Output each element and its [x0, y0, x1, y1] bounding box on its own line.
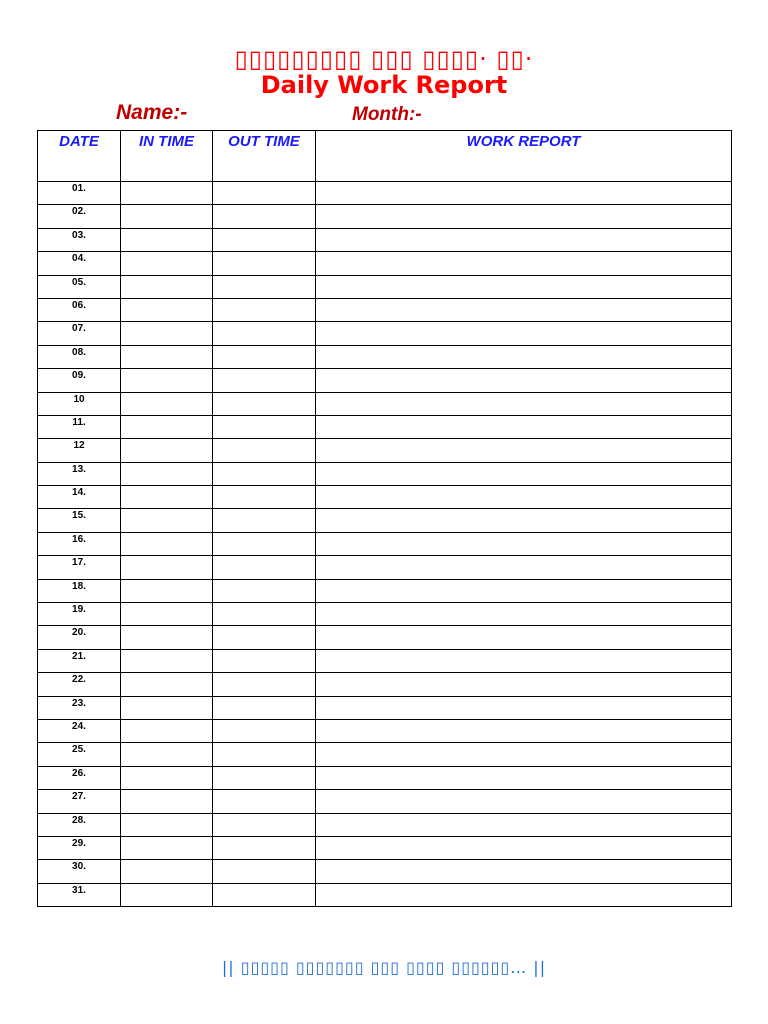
work-report-cell[interactable]: [316, 603, 732, 626]
in-time-cell[interactable]: [121, 626, 213, 649]
table-row: [38, 790, 732, 813]
in-time-cell[interactable]: [121, 743, 213, 766]
out-time-cell[interactable]: [213, 860, 316, 883]
table-row: [38, 649, 732, 672]
table-row: [38, 673, 732, 696]
work-report-cell[interactable]: [316, 439, 732, 462]
table-row: [38, 345, 732, 368]
in-time-cell[interactable]: [121, 228, 213, 251]
table-row: [38, 369, 732, 392]
table-row: [38, 719, 732, 742]
date-cell: 07.: [38, 322, 121, 345]
date-cell: 09.: [38, 369, 121, 392]
in-time-cell[interactable]: [121, 883, 213, 906]
table-row: [38, 556, 732, 579]
in-time-cell[interactable]: [121, 649, 213, 672]
in-time-cell[interactable]: [121, 182, 213, 205]
table-row: [38, 836, 732, 859]
in-time-cell[interactable]: [121, 415, 213, 438]
out-time-cell[interactable]: [213, 790, 316, 813]
work-report-cell[interactable]: [316, 556, 732, 579]
work-report-cell[interactable]: [316, 462, 732, 485]
in-time-cell[interactable]: [121, 860, 213, 883]
in-time-cell[interactable]: [121, 345, 213, 368]
out-time-cell[interactable]: [213, 205, 316, 228]
organization-title: ▯▯▯▯▯▯▯▯▯ ▯▯▯ ▯▯▯▯· ▯▯·: [234, 45, 534, 73]
in-time-cell[interactable]: [121, 462, 213, 485]
work-report-cell[interactable]: [316, 182, 732, 205]
column-header-out-time: OUT TIME: [213, 131, 316, 182]
in-time-cell[interactable]: [121, 439, 213, 462]
date-cell: 28.: [38, 813, 121, 836]
work-report-cell[interactable]: [316, 275, 732, 298]
table-row: [38, 462, 732, 485]
in-time-cell[interactable]: [121, 579, 213, 602]
work-report-cell[interactable]: [316, 532, 732, 555]
footer-quote: || ▯▯▯▯▯ ▯▯▯▯▯▯▯ ▯▯▯ ▯▯▯▯ ▯▯▯▯▯▯… ||: [221, 958, 547, 977]
work-report-cell[interactable]: [316, 743, 732, 766]
in-time-cell[interactable]: [121, 719, 213, 742]
out-time-cell[interactable]: [213, 509, 316, 532]
date-cell: 27.: [38, 790, 121, 813]
out-time-cell[interactable]: [213, 626, 316, 649]
column-header-in-time: IN TIME: [121, 131, 213, 182]
out-time-cell[interactable]: [213, 883, 316, 906]
work-report-cell[interactable]: [316, 298, 732, 321]
table-row: [38, 579, 732, 602]
table-row: [38, 298, 732, 321]
date-cell: 14.: [38, 486, 121, 509]
out-time-cell[interactable]: [213, 486, 316, 509]
table-row: [38, 883, 732, 906]
date-cell: 06.: [38, 298, 121, 321]
in-time-cell[interactable]: [121, 298, 213, 321]
in-time-cell[interactable]: [121, 696, 213, 719]
date-cell: 17.: [38, 556, 121, 579]
date-cell: 20.: [38, 626, 121, 649]
work-report-cell[interactable]: [316, 252, 732, 275]
table-row: [38, 392, 732, 415]
in-time-cell[interactable]: [121, 509, 213, 532]
in-time-cell[interactable]: [121, 252, 213, 275]
in-time-cell[interactable]: [121, 603, 213, 626]
work-report-cell[interactable]: [316, 486, 732, 509]
out-time-cell[interactable]: [213, 252, 316, 275]
date-cell: 10: [38, 392, 121, 415]
work-report-cell[interactable]: [316, 228, 732, 251]
out-time-cell[interactable]: [213, 415, 316, 438]
date-cell: 12: [38, 439, 121, 462]
month-label: Month:-: [352, 104, 422, 125]
table-row: [38, 813, 732, 836]
table-row: [38, 509, 732, 532]
work-report-table: [37, 130, 732, 907]
work-report-cell[interactable]: [316, 369, 732, 392]
work-report-cell[interactable]: [316, 415, 732, 438]
out-time-cell[interactable]: [213, 556, 316, 579]
work-report-cell[interactable]: [316, 649, 732, 672]
work-report-cell[interactable]: [316, 392, 732, 415]
out-time-cell[interactable]: [213, 298, 316, 321]
out-time-cell[interactable]: [213, 696, 316, 719]
table-row: [38, 205, 732, 228]
date-cell: 01.: [38, 182, 121, 205]
in-time-cell[interactable]: [121, 205, 213, 228]
in-time-cell[interactable]: [121, 556, 213, 579]
table-row: [38, 252, 732, 275]
out-time-cell[interactable]: [213, 743, 316, 766]
work-report-cell[interactable]: [316, 579, 732, 602]
in-time-cell[interactable]: [121, 766, 213, 789]
date-cell: 11.: [38, 415, 121, 438]
date-cell: 03.: [38, 228, 121, 251]
in-time-cell[interactable]: [121, 322, 213, 345]
out-time-cell[interactable]: [213, 345, 316, 368]
date-cell: 08.: [38, 345, 121, 368]
work-report-cell[interactable]: [316, 626, 732, 649]
in-time-cell[interactable]: [121, 369, 213, 392]
date-cell: 13.: [38, 462, 121, 485]
work-report-cell[interactable]: [316, 813, 732, 836]
out-time-cell[interactable]: [213, 228, 316, 251]
out-time-cell[interactable]: [213, 649, 316, 672]
work-report-cell[interactable]: [316, 836, 732, 859]
date-cell: 25.: [38, 743, 121, 766]
date-cell: 15.: [38, 509, 121, 532]
work-report-cell[interactable]: [316, 719, 732, 742]
date-cell: 18.: [38, 579, 121, 602]
in-time-cell[interactable]: [121, 392, 213, 415]
date-cell: 16.: [38, 532, 121, 555]
table-row: [38, 439, 732, 462]
in-time-cell[interactable]: [121, 673, 213, 696]
date-cell: 21.: [38, 649, 121, 672]
date-cell: 31.: [38, 883, 121, 906]
work-report-cell[interactable]: [316, 883, 732, 906]
out-time-cell[interactable]: [213, 322, 316, 345]
out-time-cell[interactable]: [213, 836, 316, 859]
work-report-cell[interactable]: [316, 509, 732, 532]
work-report-cell[interactable]: [316, 790, 732, 813]
out-time-cell[interactable]: [213, 275, 316, 298]
work-report-cell[interactable]: [316, 322, 732, 345]
table-row: [38, 626, 732, 649]
in-time-cell[interactable]: [121, 813, 213, 836]
date-cell: 23.: [38, 696, 121, 719]
work-report-cell[interactable]: [316, 860, 732, 883]
out-time-cell[interactable]: [213, 603, 316, 626]
out-time-cell[interactable]: [213, 462, 316, 485]
date-cell: 04.: [38, 252, 121, 275]
work-report-cell[interactable]: [316, 673, 732, 696]
work-report-cell[interactable]: [316, 696, 732, 719]
name-label: Name:-: [116, 101, 188, 124]
out-time-cell[interactable]: [213, 673, 316, 696]
table-row: [38, 860, 732, 883]
table-row: [38, 532, 732, 555]
work-report-cell[interactable]: [316, 205, 732, 228]
date-cell: 26.: [38, 766, 121, 789]
table-row: [38, 486, 732, 509]
table-row: [38, 696, 732, 719]
in-time-cell[interactable]: [121, 836, 213, 859]
out-time-cell[interactable]: [213, 369, 316, 392]
out-time-cell[interactable]: [213, 813, 316, 836]
date-cell: 22.: [38, 673, 121, 696]
report-title: Daily Work Report: [260, 71, 508, 99]
date-cell: 02.: [38, 205, 121, 228]
table-row: [38, 415, 732, 438]
table-row: [38, 275, 732, 298]
out-time-cell[interactable]: [213, 766, 316, 789]
in-time-cell[interactable]: [121, 790, 213, 813]
out-time-cell[interactable]: [213, 392, 316, 415]
out-time-cell[interactable]: [213, 439, 316, 462]
date-cell: 29.: [38, 836, 121, 859]
in-time-cell[interactable]: [121, 532, 213, 555]
table-header-row: [38, 131, 732, 182]
date-cell: 30.: [38, 860, 121, 883]
date-cell: 19.: [38, 603, 121, 626]
out-time-cell[interactable]: [213, 719, 316, 742]
table-row: [38, 228, 732, 251]
column-header-work-report: WORK REPORT: [316, 131, 732, 182]
work-report-cell[interactable]: [316, 345, 732, 368]
table-row: [38, 743, 732, 766]
table-row: [38, 766, 732, 789]
column-header-date: DATE: [38, 131, 121, 182]
out-time-cell[interactable]: [213, 182, 316, 205]
table-row: [38, 322, 732, 345]
date-cell: 24.: [38, 719, 121, 742]
table-row: [38, 603, 732, 626]
in-time-cell[interactable]: [121, 275, 213, 298]
table-row: [38, 182, 732, 205]
out-time-cell[interactable]: [213, 579, 316, 602]
work-report-cell[interactable]: [316, 766, 732, 789]
out-time-cell[interactable]: [213, 532, 316, 555]
date-cell: 05.: [38, 275, 121, 298]
in-time-cell[interactable]: [121, 486, 213, 509]
